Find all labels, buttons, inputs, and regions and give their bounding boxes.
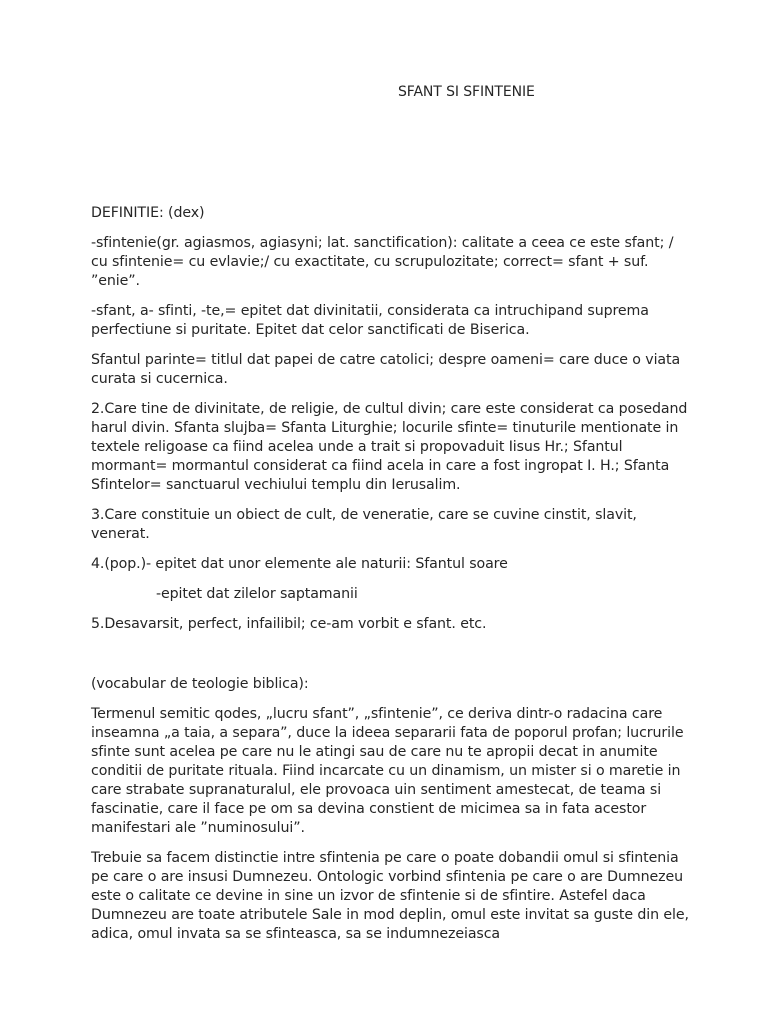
document-title: SFANT SI SFINTENIE: [398, 84, 535, 100]
paragraph-sense-5: 5.Desavarsit, perfect, infailibil; ce-am vorbit e sfant. etc.: [91, 616, 487, 632]
paragraph-distinctie: Trebuie sa facem distinctie intre sfintenia pe care o poate dobandii omul si sfintenia pe care o are insusi Dumnezeu. Ontologic vorbind sfintenia pe care o are Dumnezeu este o calitate ce devine in sine un izvor de sfintenie si de sfintire. Astefel daca Dumnezeu are toate atributele Sale in mod deplin, omul este invitat sa guste din ele, adica, omul invata sa se sfinteasca, sa se indumnezeiasca: [91, 850, 689, 942]
section-heading-vocabular: (vocabular de teologie biblica):: [91, 676, 309, 692]
section-heading-definitie: DEFINITIE: (dex): [91, 205, 205, 221]
paragraph-sense-4: 4.(pop.)- epitet dat unor elemente ale naturii: Sfantul soare: [91, 556, 508, 572]
paragraph-sense-3: 3.Care constituie un obiect de cult, de veneratie, care se cuvine cinstit, slavit, venerat.: [91, 507, 637, 542]
document-body: [91, 204, 691, 955]
paragraph-sense-2: 2.Care tine de divinitate, de religie, de cultul divin; care este considerat ca posedand harul divin. Sfanta slujba= Sfanta Liturghie; locurile sfinte= tinuturile mentionate in textele religoase ca fiind acelea unde a trait si propovaduit Iisus Hr.; Sfantul mormant= mormantul considerat ca fiind acela in care a fost ingropat I. H.; Sfanta Sfintelor= sanctuarul vechiului templu din Ierusalim.: [91, 401, 688, 493]
paragraph-sfant-definition: -sfant, a- sfinti, -te,= epitet dat divinitatii, considerata ca intruchipand suprema perfectiune si puritate. Epitet dat celor sanctificati de Biserica.: [91, 303, 649, 338]
paragraph-sense-4-sub: -epitet dat zilelor saptamanii: [156, 586, 358, 602]
paragraph-sfantul-parinte: Sfantul parinte= titlul dat papei de catre catolici; despre oameni= care duce o viata curata si cucernica.: [91, 352, 681, 387]
paragraph-sfintenie-definition: -sfintenie(gr. agiasmos, agiasyni; lat. sanctification): calitate a ceea ce este sfant; / cu sfintenie= cu evlavie;/ cu exactitate, cu scrupulozitate; correct= sfant + suf. ”enie”.: [91, 235, 674, 289]
paragraph-termenul-semitic: Termenul semitic qodes, „lucru sfant”, „sfintenie”, ce deriva dintr-o radacina care inseamna „a taia, a separa”, duce la ideea separarii fata de poporul profan; lucrurile sfinte sunt acelea pe care nu le atingi sau de care nu te apropii decat in anumite conditii de puritate rituala. Fiind incarcate cu un dinamism, un mister si o maretie in care strabate supranaturalul, ele provoaca uin sentiment amestecat, de teama si fascinatie, care il face pe om sa devina constient de micimea sa in fata acestor manifestari ale ”numinosului”.: [91, 706, 684, 836]
